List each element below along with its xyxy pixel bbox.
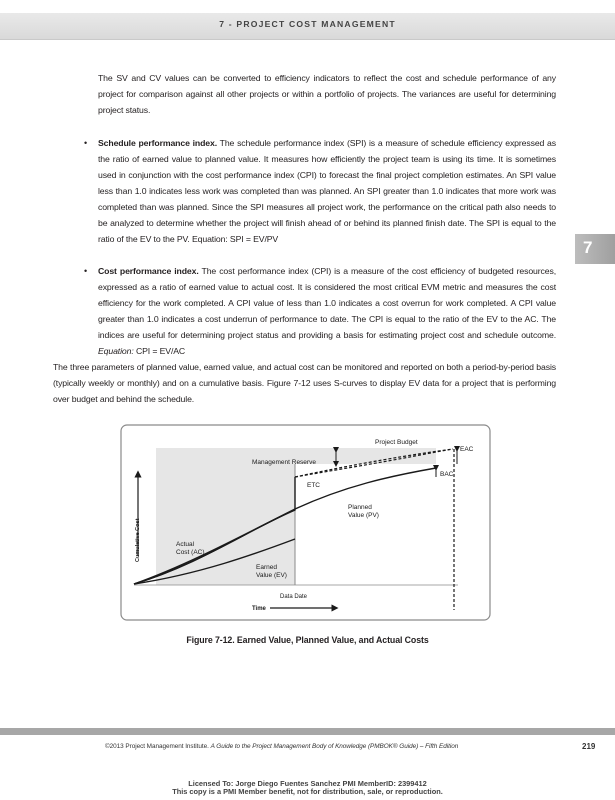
running-header-title: 7 - PROJECT COST MANAGEMENT: [219, 19, 396, 29]
license-notice: [0, 780, 615, 796]
license-line-2: This copy is a PMI Member benefit, not for distribution, sale, or reproduction.: [172, 787, 443, 796]
planned-value-label-line2: Value (PV): [348, 512, 379, 519]
planned-value-label-line1: Planned: [348, 504, 372, 511]
ev-diagram: [120, 424, 491, 621]
figure-7-12: [120, 424, 491, 621]
bullet-dot: •: [84, 266, 88, 276]
eac-label: EAC: [460, 446, 474, 453]
closing-paragraph: The three parameters of planned value, earned value, and actual cost can be monitored and reported on both a period-by-period basis (typically weekly or monthly) and on a cumulative basis. Figure 7-12 uses S-curves to display EV data for a project that is performing over budget and behind the schedule.: [53, 362, 556, 404]
page-number: 219: [582, 742, 596, 751]
chapter-tab-number: 7: [583, 238, 593, 257]
actual-cost-label-line1: Actual: [176, 541, 195, 548]
footer-guide-title: A Guide to the Project Management Body of Knowledge (PMBOK® Guide) – Fifth Edition: [210, 743, 459, 750]
x-axis-label: Time: [252, 606, 266, 612]
bullet-cpi-term: Cost performance index.: [98, 266, 199, 276]
data-date-label: Data Date: [280, 594, 308, 600]
footer-copyright: [105, 743, 458, 750]
figure-caption: Figure 7-12. Earned Value, Planned Value, and Actual Costs: [186, 635, 429, 645]
y-axis-label: Cumulative Cost: [135, 518, 141, 562]
earned-value-label-line2: Value (EV): [256, 572, 287, 579]
bullet-spi-text: The schedule performance index (SPI) is a measure of schedule efficiency expressed as the ratio of earned value to planned value. It measures how efficiently the project team is using its time. It is sometimes used in conjunction with the cost performance index (CPI) to forecast the final project completion estimates. An SPI value less than 1.0 indicates less work was completed than was planned. An SPI greater than 1.0 indicates that more work was completed than was planned. Since the SPI measures all project work, the performance on the critical path also needs to be analyzed to determine whether the project will finish ahead of or behind its planned finish date. The SPI is equal to the ratio of the EV to the PV. Equation: SPI = EV/PV: [98, 138, 556, 244]
chapter-tab: [575, 234, 615, 264]
bullet-spi-term: Schedule performance index.: [98, 138, 217, 148]
project-budget-label: Project Budget: [375, 439, 418, 446]
intro-paragraph: The SV and CV values can be converted to efficiency indicators to reflect the cost and schedule performance of any project for comparison against all other projects or within a portfolio of projects. The variances are useful for determining project status.: [98, 73, 556, 115]
management-reserve-label: Management Reserve: [252, 459, 316, 466]
bac-label: BAC: [440, 471, 454, 478]
bullet-cpi-equation-label: Equation:: [98, 346, 134, 356]
footer-copyright-text: ©2013 Project Management Institute.: [105, 743, 209, 750]
etc-label: ETC: [307, 482, 320, 489]
footer-rule: [0, 728, 615, 735]
bullet-dot: •: [84, 138, 88, 148]
actual-cost-label-line2: Cost (AC): [176, 549, 205, 556]
bullet-cpi-equation: CPI = EV/AC: [135, 346, 186, 356]
bullet-spi: [98, 135, 556, 247]
bullet-cpi: [98, 263, 556, 359]
bullet-cpi-text: The cost performance index (CPI) is a measure of the cost efficiency of budgeted resources, expressed as a ratio of earned value to actual cost. It is considered the most critical EVM metric and measures the cost efficiency for the work completed. A CPI value of less than 1.0 indicates a cost overrun for work completed. A CPI value greater than 1.0 indicates a cost underrun of performance to date. The CPI is equal to the ratio of the EV to the AC. The indices are useful for determining project status and providing a basis for estimating project cost and schedule outcome.: [98, 266, 556, 340]
license-line-1: Licensed To: Jorge Diego Fuentes Sanchez PMI MemberID: 2399412: [188, 779, 427, 788]
earned-value-label-line1: Earned: [256, 564, 277, 571]
